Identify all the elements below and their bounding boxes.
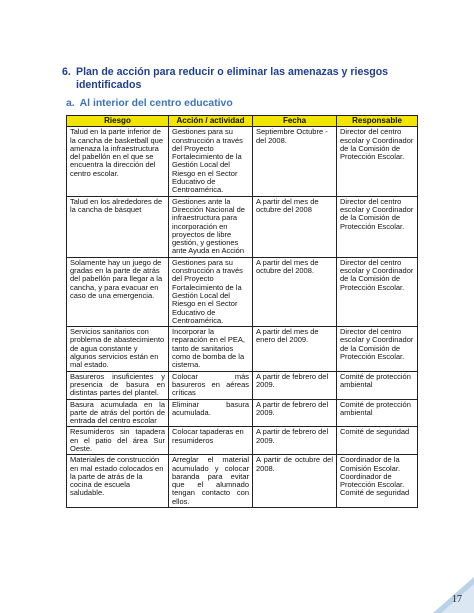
responsible-cell: Director del centro escolar y Coordinador de la Comisión de Protección Escolar. bbox=[337, 127, 418, 196]
date-cell: Septiembre Octubre - del 2008. bbox=[253, 127, 337, 196]
action-cell: Eliminar basura acumulada. bbox=[169, 399, 253, 427]
section-number: 6. bbox=[62, 66, 71, 78]
header-accion-actividad: Acción / actividad bbox=[169, 116, 253, 127]
subsection-title: Al interior del centro educativo bbox=[79, 98, 233, 109]
risk-cell: Talud en la parte inferior de la cancha de basketball que amenaza la infraestructura del pabellón en el que se encuentra la dirección del centro escolar. bbox=[67, 127, 169, 196]
date-cell: A partir del mes de octubre del 2008 bbox=[253, 196, 337, 257]
responsible-cell: Director del centro escolar y Coordinador de la Comisión de Protección Escolar. bbox=[337, 196, 418, 257]
risk-action-plan-table bbox=[66, 115, 418, 508]
table-row bbox=[67, 327, 418, 371]
action-cell: Arreglar el material acumulado y colocar baranda para evitar que el alumnado tengan contacto con ellos. bbox=[169, 455, 253, 508]
table-row bbox=[67, 399, 418, 427]
table-row bbox=[67, 427, 418, 455]
risk-cell: Materiales de construcción en mal estado colocados en la parte de atrás de la cocina de escuela saludable. bbox=[67, 455, 169, 508]
responsible-cell: Coordinador de la Comisión Escolar. Coordinador de Protección Escolar. Comité de seguridad bbox=[337, 455, 418, 508]
action-cell: Colocar tapaderas en resumideros bbox=[169, 427, 253, 455]
action-cell: Incorporar la reparación en el PEA, tanto de sanitarios como de bomba de la cisterna. bbox=[169, 327, 253, 371]
table-header-row bbox=[67, 116, 418, 127]
header-fecha: Fecha bbox=[253, 116, 337, 127]
date-cell: A partir del mes de octubre del 2008. bbox=[253, 257, 337, 326]
date-cell: A partir de febrero del 2009. bbox=[253, 371, 337, 399]
responsible-cell: Comité de protección ambiental bbox=[337, 399, 418, 427]
table-row bbox=[67, 196, 418, 257]
table-row bbox=[67, 371, 418, 399]
date-cell: A partir de febrero del 2009. bbox=[253, 399, 337, 427]
table-row bbox=[67, 257, 418, 326]
risk-cell: Solamente hay un juego de gradas en la parte de atrás del pabellón para llegar a la cancha, y para evacuar en caso de una emergencia. bbox=[67, 257, 169, 326]
date-cell: A partir de octubre del 2008. bbox=[253, 455, 337, 508]
section-title: Plan de acción para reducir o eliminar las amenazas y riesgos identificados bbox=[76, 66, 389, 91]
responsible-cell: Comité de protección ambiental bbox=[337, 371, 418, 399]
action-cell: Gestiones para su construcción a través del Proyecto Fortalecimiento de la Gestión Local del Riesgo en el Sector Educativo de Centroamérica. bbox=[169, 127, 253, 196]
action-cell: Colocar más basureros en aéreas críticas bbox=[169, 371, 253, 399]
risk-cell: Talud en los alrededores de la cancha de básquet bbox=[67, 196, 169, 257]
risk-cell: Resumideros sin tapadera en el patio del área Sur Oeste. bbox=[67, 427, 169, 455]
risk-cell: Basureros insuficientes y presencia de basura en distintas partes del plantel. bbox=[67, 371, 169, 399]
action-cell: Gestiones ante la Dirección Nacional de infraestructura para incorporación en proyectos de libre gestión, y gestiones ante Ayuda en Acción bbox=[169, 196, 253, 257]
page-number: 17 bbox=[452, 594, 462, 605]
date-cell: A partir del mes de enero del 2009. bbox=[253, 327, 337, 371]
responsible-cell: Director del centro escolar y Coordinador de la Comisión de Protección Escolar. bbox=[337, 257, 418, 326]
subsection-letter: a. bbox=[66, 98, 75, 109]
responsible-cell: Comité de seguridad bbox=[337, 427, 418, 455]
header-responsable: Responsable bbox=[337, 116, 418, 127]
action-cell: Gestiones para su construcción a través del Proyecto Fortalecimiento de la Gestión Local del Riesgo en el Sector Educativo de Centroamérica. bbox=[169, 257, 253, 326]
date-cell: A partir de febrero del 2009. bbox=[253, 427, 337, 455]
risk-cell: Servicios sanitarios con problema de abastecimiento de agua constante y algunos servicios están en mal estado. bbox=[67, 327, 169, 371]
table-row bbox=[67, 127, 418, 196]
header-riesgo: Riesgo bbox=[67, 116, 169, 127]
subsection-heading bbox=[66, 98, 233, 109]
table-row bbox=[67, 455, 418, 508]
risk-cell: Basura acumulada en la parte de atrás del portón de entrada del centro escolar bbox=[67, 399, 169, 427]
section-heading bbox=[62, 66, 416, 92]
responsible-cell: Director del centro escolar y Coordinador de la Comisión de Protección Escolar. bbox=[337, 327, 418, 371]
